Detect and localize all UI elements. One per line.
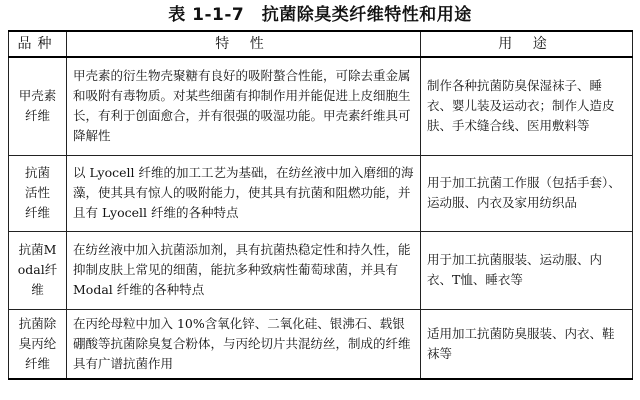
row-use: 用于加工抗菌工作服（包括手套）、运动服、内衣及家用纺织品: [421, 155, 633, 231]
row-feature: 甲壳素的衍生物壳聚糖有良好的吸附螯合性能，可除去重金属和吸附有毒物质。对某些细菌有抑制作用并能促进上皮细胞生长，有利于创面愈合，并有很强的吸湿功能。甲壳素纤维具可降解性: [67, 57, 421, 155]
row-name-text: 甲壳素纤维: [18, 88, 57, 124]
row-use: 用于加工抗菌服装、运动服、内衣、T恤、睡衣等: [421, 231, 633, 309]
row-name-text: 抗菌除臭丙纶纤维: [18, 315, 57, 371]
table-row: [9, 309, 633, 379]
row-name: [9, 309, 67, 379]
row-use: 制作各种抗菌防臭保湿袜子、睡衣、婴儿装及运动衣；制作人造皮肤、手术缝合线、医用敷料等: [421, 57, 633, 155]
fiber-properties-table: [8, 30, 633, 380]
table-row: [9, 57, 633, 155]
row-use: 适用加工抗菌防臭服装、内衣、鞋袜等: [421, 309, 633, 379]
table-row: [9, 231, 633, 309]
table-header-row: [9, 31, 633, 57]
row-feature: 在丙纶母粒中加入 10%含氧化锌、二氧化硅、银沸石、载银硼酸等抗菌除臭复合粉体，与丙纶切片共混纺丝，制成的纤维具有广谱抗菌作用: [67, 309, 421, 379]
row-name-text: 抗菌活性纤维: [24, 165, 50, 220]
row-name-text: 抗菌Modal纤维: [17, 242, 58, 297]
row-name: [9, 57, 67, 155]
row-name: [9, 231, 67, 309]
header-uses: 用 途: [421, 31, 633, 57]
row-feature: 在纺丝液中加入抗菌添加剂，具有抗菌热稳定性和持久性，能抑制皮肤上常见的细菌，能抗多种致病性葡萄球菌，并具有 Modal 纤维的各种特点: [67, 231, 421, 309]
table-title: 表 1-1-7 抗菌除臭类纤维特性和用途: [168, 5, 472, 25]
header-variety: 品种: [9, 31, 67, 57]
row-name: [9, 155, 67, 231]
header-properties: 特 性: [67, 31, 421, 57]
table-row: [9, 155, 633, 231]
row-feature: 以 Lyocell 纤维的加工工艺为基础，在纺丝液中加入磨细的海藻，使其具有惊人的吸附能力，使其具有抗菌和阻燃功能，并且有 Lyocell 纤维的各种特点: [67, 155, 421, 231]
